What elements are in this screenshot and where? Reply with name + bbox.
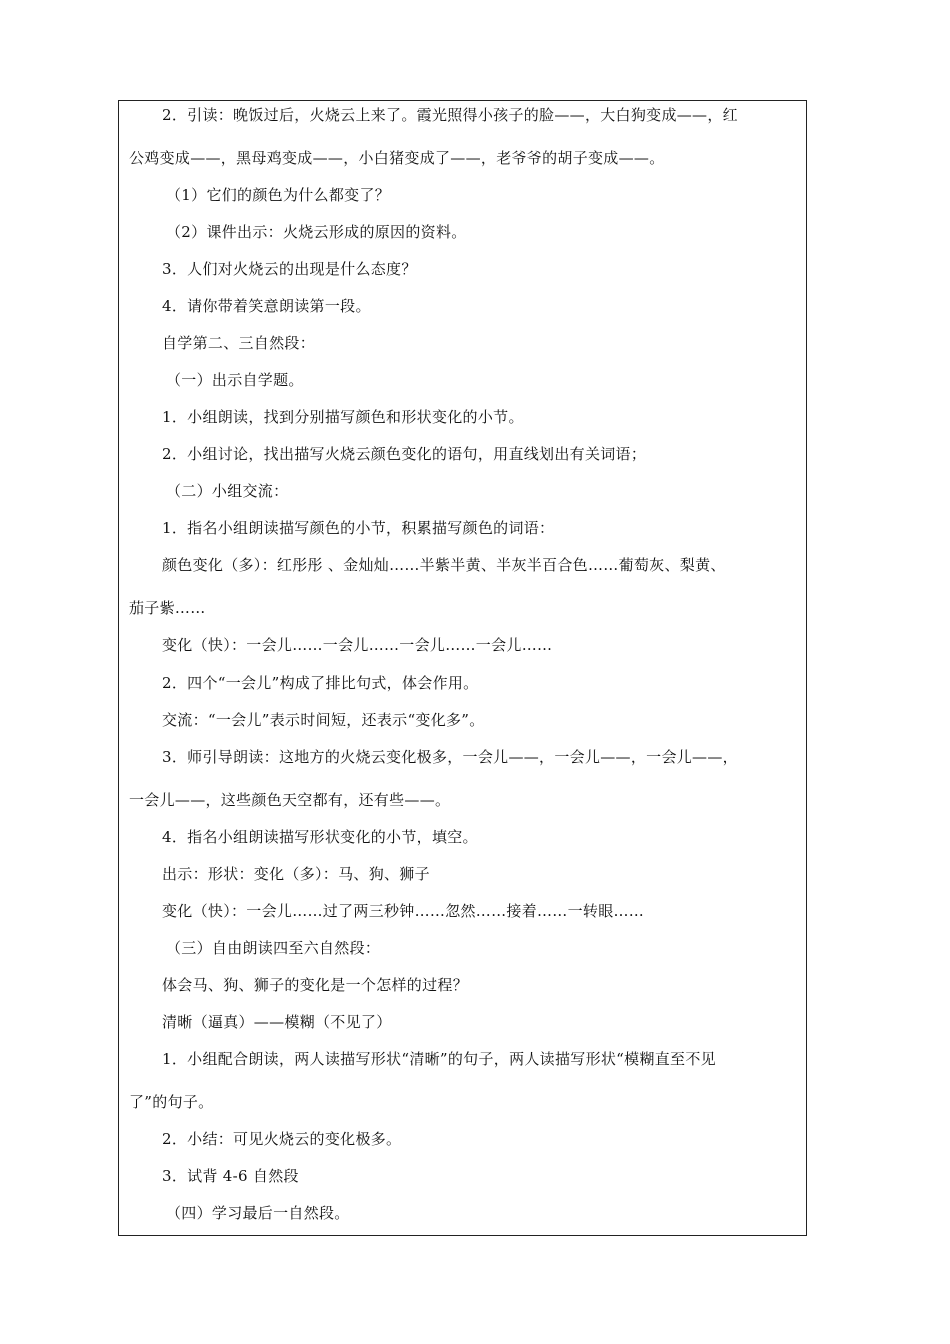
text-line: 公鸡变成——，黑母鸡变成——，小白猪变成了——，老爷爷的胡子变成——。	[129, 149, 665, 167]
text-line: 清晰（逼真）——模糊（不见了）	[162, 1013, 392, 1031]
text-line: 4．指名小组朗读描写形状变化的小节，填空。	[162, 828, 478, 846]
text-line: 茄子紫……	[129, 599, 206, 617]
text-line: 3．师引导朗读：这地方的火烧云变化极多，一会儿——，一会儿——，一会儿——，	[162, 748, 738, 766]
text-line: 1．小组配合朗读，两人读描写形状“清晰”的句子，两人读描写形状“模糊直至不见	[162, 1050, 716, 1068]
text-line: 4．请你带着笑意朗读第一段。	[162, 297, 371, 315]
text-line: （三）自由朗读四至六自然段：	[166, 939, 381, 957]
text-line: （二）小组交流：	[166, 482, 289, 500]
text-line: 颜色变化（多）：红彤彤 、金灿灿……半紫半黄、半灰半百合色……葡萄灰、梨黄、	[162, 556, 726, 574]
text-line: 了”的句子。	[129, 1093, 214, 1111]
text-line: 体会马、狗、狮子的变化是一个怎样的过程？	[162, 976, 469, 994]
text-line: 变化（快）：一会儿……过了两三秒钟……忽然……接着……一转眼……	[162, 902, 645, 920]
text-line: 2．小组讨论，找出描写火烧云颜色变化的语句，用直线划出有关词语；	[162, 445, 647, 463]
text-line: 出示：形状：变化（多）：马、狗、狮子	[162, 865, 430, 883]
text-line: 3．试背 4-6 自然段	[162, 1167, 299, 1185]
text-line: 自学第二、三自然段：	[162, 334, 316, 352]
lesson-plan-table-cell	[118, 100, 807, 1236]
text-line: 1．小组朗读，找到分别描写颜色和形状变化的小节。	[162, 408, 524, 426]
text-line: 2．四个“一会儿”构成了排比句式，体会作用。	[162, 674, 479, 692]
text-line: 2．小结：可见火烧云的变化极多。	[162, 1130, 402, 1148]
text-line: （2）课件出示：火烧云形成的原因的资料。	[166, 223, 467, 241]
text-line: 交流：“一会儿”表示时间短，还表示“变化多”。	[162, 711, 485, 729]
text-line: 3．人们对火烧云的出现是什么态度？	[162, 260, 417, 278]
text-line: 2．引读：晚饭过后，火烧云上来了。霞光照得小孩子的脸——，大白狗变成——，红	[162, 106, 738, 124]
text-line: 一会儿——，这些颜色天空都有，还有些——。	[129, 791, 451, 809]
text-line: （1）它们的颜色为什么都变了？	[166, 186, 391, 204]
text-line: 变化（快）：一会儿……一会儿……一会儿……一会儿……	[162, 636, 553, 654]
text-line: （一）出示自学题。	[166, 371, 304, 389]
text-line: 1．指名小组朗读描写颜色的小节，积累描写颜色的词语：	[162, 519, 555, 537]
text-line: （四）学习最后一自然段。	[166, 1204, 350, 1222]
